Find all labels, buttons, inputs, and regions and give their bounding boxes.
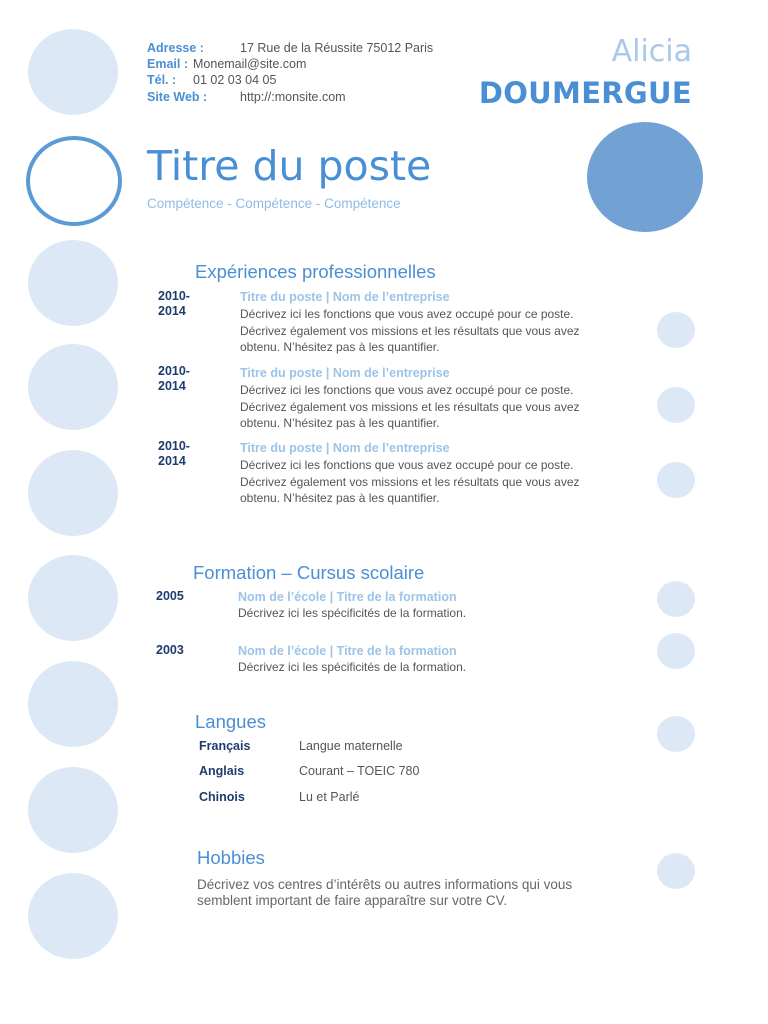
experience-period	[158, 439, 190, 469]
experience-description: Décrivez ici les fonctions que vous avez occupé pour ce poste. Décrivez également vos missions et les résultats que vous avez obtenu. N’hésitez pas à les quantifier.	[240, 383, 580, 430]
period-start: 2010-	[158, 364, 190, 378]
phone-value: 01 02 03 04 05	[193, 73, 277, 87]
language-name: Français	[199, 739, 251, 753]
website-label: Site Web :	[147, 90, 208, 104]
experience-heading: Titre du poste | Nom de l’entreprise	[240, 441, 450, 455]
decorative-circle	[28, 344, 118, 430]
education-heading: Nom de l’école | Titre de la formation	[238, 644, 457, 658]
email-label: Email :	[147, 57, 188, 71]
experience-description: Décrivez ici les fonctions que vous avez occupé pour ce poste. Décrivez également vos missions et les résultats que vous avez obtenu. N’hésitez pas à les quantifier.	[240, 458, 580, 505]
education-year: 2005	[156, 589, 184, 603]
skills-line: Compétence - Compétence - Compétence	[147, 196, 401, 211]
decorative-circle-small	[657, 462, 695, 498]
decorative-circle-small	[657, 312, 695, 348]
last-name: DOUMERGUE	[478, 76, 692, 110]
decorative-circle	[28, 450, 118, 536]
decorative-circle	[28, 555, 118, 641]
period-end: 2014	[158, 379, 186, 393]
period-end: 2014	[158, 454, 186, 468]
decorative-circle	[28, 661, 118, 747]
address-label: Adresse :	[147, 41, 204, 55]
address-value: 17 Rue de la Réussite 75012 Paris	[240, 41, 434, 55]
decorative-circle-small	[657, 633, 695, 669]
contact-phone	[147, 72, 276, 88]
experience-section-title: Expériences professionnelles	[195, 261, 436, 282]
education-year: 2003	[156, 643, 184, 657]
decorative-circle-small	[657, 581, 695, 617]
experience-heading: Titre du poste | Nom de l’entreprise	[240, 366, 450, 380]
experience-heading: Titre du poste | Nom de l’entreprise	[240, 290, 450, 304]
phone-label: Tél. :	[147, 73, 177, 87]
decorative-circle	[28, 29, 118, 115]
first-name: Alicia	[611, 34, 692, 69]
experience-period	[158, 364, 190, 394]
languages-section-title: Langues	[195, 711, 266, 732]
decorative-circle	[28, 873, 118, 959]
email-value[interactable]: Monemail@site.com	[193, 57, 307, 71]
period-start: 2010-	[158, 289, 190, 303]
language-level: Courant – TOEIC 780	[299, 764, 420, 778]
contact-email	[147, 56, 306, 72]
experience-description: Décrivez ici les fonctions que vous avez occupé pour ce poste. Décrivez également vos missions et les résultats que vous avez obtenu. N’hésitez pas à les quantifier.	[240, 307, 580, 354]
decorative-ring	[26, 136, 122, 226]
language-level: Lu et Parlé	[299, 790, 360, 804]
experience-period	[158, 289, 190, 319]
job-title: Titre du poste	[147, 142, 432, 190]
decorative-circle-small	[657, 387, 695, 423]
period-start: 2010-	[158, 439, 190, 453]
decorative-circle	[28, 767, 118, 853]
contact-website	[147, 89, 346, 105]
hobbies-text: Décrivez vos centres d’intérêts ou autres informations qui vous semblent important de faire apparaître sur votre CV.	[197, 877, 573, 908]
decorative-circle	[28, 240, 118, 326]
contact-address	[147, 40, 433, 56]
education-description: Décrivez ici les spécificités de la formation.	[238, 606, 467, 620]
hobbies-section-title: Hobbies	[197, 847, 265, 868]
language-name: Chinois	[199, 790, 245, 804]
language-level: Langue maternelle	[299, 739, 403, 753]
education-heading: Nom de l’école | Titre de la formation	[238, 590, 457, 604]
language-name: Anglais	[199, 764, 245, 778]
education-section-title: Formation – Cursus scolaire	[193, 562, 425, 583]
website-value[interactable]: http://:monsite.com	[240, 90, 346, 104]
education-description: Décrivez ici les spécificités de la formation.	[238, 660, 467, 674]
decorative-circle-small	[657, 716, 695, 752]
decorative-circle-small	[657, 853, 695, 889]
period-end: 2014	[158, 304, 186, 318]
decorative-circle-large	[587, 122, 703, 232]
